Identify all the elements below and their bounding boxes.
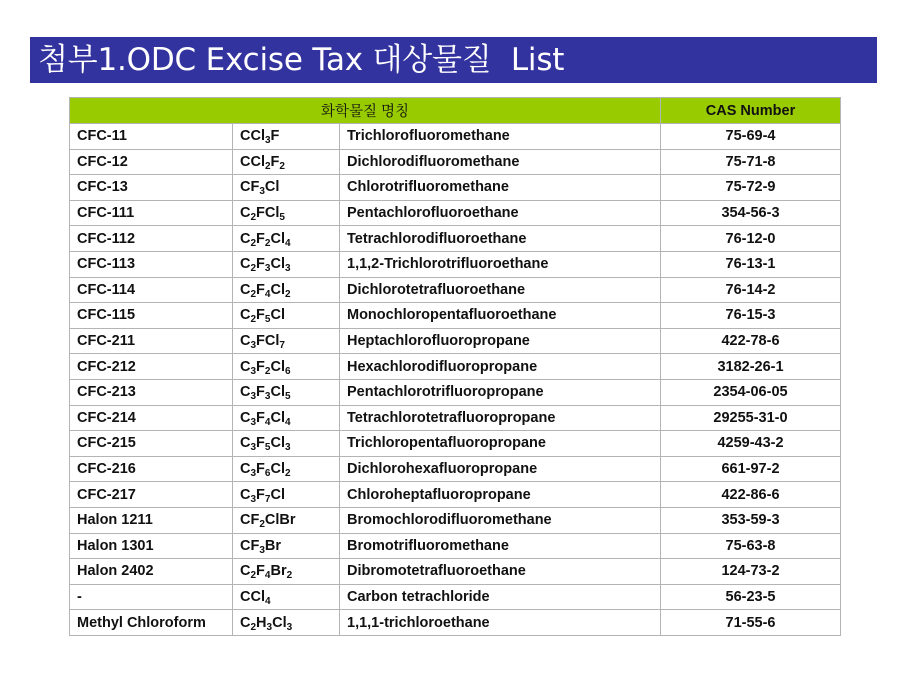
- formula-subscript: 5: [264, 314, 271, 326]
- chemical-formula: [233, 200, 340, 226]
- formula-element: F: [256, 435, 265, 452]
- formula-subscript: 2: [264, 160, 271, 172]
- table-row: [70, 354, 841, 380]
- formula-subscript: 3: [264, 263, 271, 275]
- formula-subscript: 2: [250, 621, 257, 633]
- chemical-formula: [233, 610, 340, 636]
- formula-element: CF: [240, 179, 260, 196]
- chemical-name: Bromotrifluoromethane: [340, 533, 661, 559]
- chemical-name: Heptachlorofluoropropane: [340, 328, 661, 354]
- formula-element: CCl: [240, 128, 265, 145]
- table-row: [70, 303, 841, 329]
- formula-element: C: [240, 256, 251, 273]
- chemical-formula: [233, 328, 340, 354]
- cas-number: 76-14-2: [661, 277, 841, 303]
- chemical-name: Pentachlorotrifluoropropane: [340, 379, 661, 405]
- formula-element: C: [240, 461, 251, 478]
- formula-subscript: 3: [250, 340, 257, 352]
- chemical-name: Dichlorohexafluoropropane: [340, 456, 661, 482]
- formula-element: C: [240, 333, 251, 350]
- formula-element: Cl: [270, 409, 285, 426]
- formula-element: F: [256, 256, 265, 273]
- formula-element: F: [270, 128, 280, 145]
- formula-subscript: 2: [250, 263, 257, 275]
- chemical-formula: [233, 303, 340, 329]
- formula-subscript: 3: [250, 365, 257, 377]
- table-row: [70, 405, 841, 431]
- formula-subscript: 2: [250, 570, 257, 582]
- formula-element: C: [240, 384, 251, 401]
- chemical-formula: [233, 456, 340, 482]
- formula-subscript: 4: [264, 570, 271, 582]
- formula-element: H: [256, 614, 267, 631]
- cas-number: 354-56-3: [661, 200, 841, 226]
- formula-element: C: [240, 307, 251, 324]
- substance-code: Methyl Chloroform: [70, 610, 233, 636]
- chemical-name: Tetrachlorotetrafluoropropane: [340, 405, 661, 431]
- formula-element: C: [240, 358, 251, 375]
- formula-subscript: 4: [264, 288, 271, 300]
- chemical-name: Trichloropentafluoropropane: [340, 431, 661, 457]
- formula-element: Cl: [272, 614, 287, 631]
- substance-code: CFC-216: [70, 456, 233, 482]
- chemical-name: Dibromotetrafluoroethane: [340, 559, 661, 585]
- formula-subscript: 5: [284, 391, 291, 403]
- cas-number: 76-13-1: [661, 251, 841, 277]
- formula-subscript: 3: [250, 442, 257, 454]
- formula-subscript: 2: [250, 314, 257, 326]
- formula-subscript: 5: [264, 442, 271, 454]
- formula-subscript: 7: [264, 493, 271, 505]
- cas-number: 76-12-0: [661, 226, 841, 252]
- substance-code: CFC-12: [70, 149, 233, 175]
- formula-element: FCl: [256, 333, 280, 350]
- chemical-name: Bromochlorodifluoromethane: [340, 507, 661, 533]
- cas-number: 71-55-6: [661, 610, 841, 636]
- chemical-name: Dichlorotetrafluoroethane: [340, 277, 661, 303]
- formula-element: CCl: [240, 153, 265, 170]
- table-row: [70, 584, 841, 610]
- substance-code: CFC-114: [70, 277, 233, 303]
- formula-subscript: 4: [264, 595, 271, 607]
- table-row: [70, 124, 841, 150]
- formula-element: C: [240, 281, 251, 298]
- substance-code: CFC-214: [70, 405, 233, 431]
- chemical-name: Chlorotrifluoromethane: [340, 175, 661, 201]
- formula-subscript: 3: [259, 544, 265, 556]
- formula-element: Cl: [270, 256, 285, 273]
- chemical-formula: [233, 533, 340, 559]
- table-row: [70, 507, 841, 533]
- formula-subscript: 4: [284, 237, 291, 249]
- formula-subscript: 2: [284, 288, 291, 300]
- cas-number: 3182-26-1: [661, 354, 841, 380]
- formula-subscript: 2: [286, 570, 293, 582]
- formula-subscript: 2: [250, 237, 257, 249]
- chemical-name: Trichlorofluoromethane: [340, 124, 661, 150]
- formula-subscript: 2: [264, 365, 271, 377]
- substance-code: CFC-212: [70, 354, 233, 380]
- chemical-formula: [233, 559, 340, 585]
- formula-element: F: [256, 281, 265, 298]
- formula-subscript: 3: [250, 468, 257, 480]
- chemical-formula: [233, 354, 340, 380]
- formula-element: Br: [270, 563, 287, 580]
- table-row: [70, 379, 841, 405]
- table-row: [70, 200, 841, 226]
- formula-element: F: [256, 230, 265, 247]
- chemical-formula: [233, 482, 340, 508]
- substance-code: CFC-13: [70, 175, 233, 201]
- formula-subscript: 3: [284, 442, 291, 454]
- formula-subscript: 6: [264, 468, 271, 480]
- formula-element: FCl: [256, 205, 280, 222]
- formula-element: F: [256, 563, 265, 580]
- substance-code: -: [70, 584, 233, 610]
- formula-element: Cl: [270, 281, 285, 298]
- formula-subscript: 3: [259, 186, 265, 198]
- table-row: [70, 533, 841, 559]
- chemical-formula: [233, 226, 340, 252]
- chemical-formula: [233, 251, 340, 277]
- chemical-formula: [233, 507, 340, 533]
- table-row: [70, 226, 841, 252]
- cas-number: 75-72-9: [661, 175, 841, 201]
- cas-number: 353-59-3: [661, 507, 841, 533]
- formula-element: C: [240, 435, 251, 452]
- chemical-formula: [233, 405, 340, 431]
- table-header-row: [70, 98, 841, 124]
- formula-element: F: [256, 409, 265, 426]
- formula-subscript: 4: [284, 416, 291, 428]
- formula-subscript: 2: [279, 160, 285, 172]
- cas-number: 75-71-8: [661, 149, 841, 175]
- substance-code: CFC-115: [70, 303, 233, 329]
- formula-element: Cl: [270, 486, 285, 503]
- page-title: 첨부1.ODC Excise Tax 대상물질 List: [38, 42, 565, 78]
- chemical-name: Dichlorodifluoromethane: [340, 149, 661, 175]
- formula-subscript: 7: [279, 340, 285, 352]
- chemical-formula: [233, 175, 340, 201]
- formula-element: Cl: [270, 230, 285, 247]
- formula-element: Cl: [270, 461, 285, 478]
- cas-number-header: CAS Number: [661, 98, 841, 124]
- formula-subscript: 3: [284, 263, 291, 275]
- formula-element: CF: [240, 537, 260, 554]
- formula-element: F: [256, 384, 265, 401]
- formula-subscript: 2: [284, 468, 291, 480]
- formula-element: C: [240, 230, 251, 247]
- substance-code: CFC-11: [70, 124, 233, 150]
- chemical-name: 1,1,2-Trichlorotrifluoroethane: [340, 251, 661, 277]
- table-row: [70, 431, 841, 457]
- formula-element: Cl: [264, 179, 280, 196]
- cas-number: 2354-06-05: [661, 379, 841, 405]
- substance-code: Halon 1211: [70, 507, 233, 533]
- substance-code: CFC-213: [70, 379, 233, 405]
- formula-subscript: 2: [250, 212, 257, 224]
- formula-element: Cl: [270, 435, 285, 452]
- formula-element: C: [240, 563, 251, 580]
- chemical-formula: [233, 379, 340, 405]
- substance-code: CFC-217: [70, 482, 233, 508]
- table-row: [70, 482, 841, 508]
- table-row: [70, 456, 841, 482]
- formula-subscript: 2: [264, 237, 271, 249]
- cas-number: 29255-31-0: [661, 405, 841, 431]
- formula-subscript: 3: [264, 135, 271, 147]
- cas-number: 76-15-3: [661, 303, 841, 329]
- formula-element: ClBr: [264, 512, 296, 529]
- chemical-name: 1,1,1-trichloroethane: [340, 610, 661, 636]
- formula-subscript: 5: [279, 212, 285, 224]
- cas-number: 56-23-5: [661, 584, 841, 610]
- table-row: [70, 610, 841, 636]
- substance-code: CFC-113: [70, 251, 233, 277]
- cas-number: 422-86-6: [661, 482, 841, 508]
- chemical-name: Hexachlorodifluoropropane: [340, 354, 661, 380]
- formula-element: C: [240, 409, 251, 426]
- table-row: [70, 149, 841, 175]
- cas-number: 422-78-6: [661, 328, 841, 354]
- formula-element: F: [270, 153, 280, 170]
- formula-element: F: [256, 358, 265, 375]
- formula-element: CCl: [240, 588, 265, 605]
- table-body: [70, 124, 841, 636]
- formula-subscript: 2: [259, 519, 265, 531]
- formula-element: Cl: [270, 384, 285, 401]
- formula-element: C: [240, 614, 251, 631]
- formula-subscript: 3: [264, 391, 271, 403]
- chemical-formula: [233, 124, 340, 150]
- cas-number: 661-97-2: [661, 456, 841, 482]
- formula-element: CF: [240, 512, 260, 529]
- cas-number: 75-69-4: [661, 124, 841, 150]
- chemical-name: Chloroheptafluoropropane: [340, 482, 661, 508]
- formula-subscript: 3: [286, 621, 293, 633]
- formula-subscript: 3: [250, 493, 257, 505]
- substance-code: CFC-112: [70, 226, 233, 252]
- formula-subscript: 2: [250, 288, 257, 300]
- chemical-formula: [233, 149, 340, 175]
- formula-subscript: 3: [250, 391, 257, 403]
- substance-code: CFC-211: [70, 328, 233, 354]
- formula-subscript: 4: [264, 416, 271, 428]
- title-bar: [30, 37, 877, 83]
- substance-code: CFC-111: [70, 200, 233, 226]
- formula-element: C: [240, 486, 251, 503]
- substance-code: Halon 1301: [70, 533, 233, 559]
- formula-element: Cl: [270, 358, 285, 375]
- cas-number: 4259-43-2: [661, 431, 841, 457]
- formula-element: F: [256, 486, 265, 503]
- cas-number: 75-63-8: [661, 533, 841, 559]
- formula-element: Br: [264, 537, 282, 554]
- formula-element: Cl: [270, 307, 285, 324]
- chemical-formula: [233, 431, 340, 457]
- substance-code: CFC-215: [70, 431, 233, 457]
- chemical-name-header: 화학물질 명칭: [70, 98, 661, 124]
- substance-code: Halon 2402: [70, 559, 233, 585]
- table-row: [70, 251, 841, 277]
- chemical-name: Monochloropentafluoroethane: [340, 303, 661, 329]
- formula-subscript: 3: [266, 621, 273, 633]
- chemical-formula: [233, 277, 340, 303]
- chemical-formula: [233, 584, 340, 610]
- table-row: [70, 559, 841, 585]
- formula-subscript: 3: [250, 416, 257, 428]
- table-row: [70, 328, 841, 354]
- chemical-name: Tetrachlorodifluoroethane: [340, 226, 661, 252]
- formula-element: C: [240, 205, 251, 222]
- formula-element: F: [256, 307, 265, 324]
- table-row: [70, 175, 841, 201]
- chemical-name: Pentachlorofluoroethane: [340, 200, 661, 226]
- formula-element: F: [256, 461, 265, 478]
- formula-subscript: 6: [284, 365, 291, 377]
- table-row: [70, 277, 841, 303]
- chemical-name: Carbon tetrachloride: [340, 584, 661, 610]
- substance-table: [69, 97, 841, 636]
- cas-number: 124-73-2: [661, 559, 841, 585]
